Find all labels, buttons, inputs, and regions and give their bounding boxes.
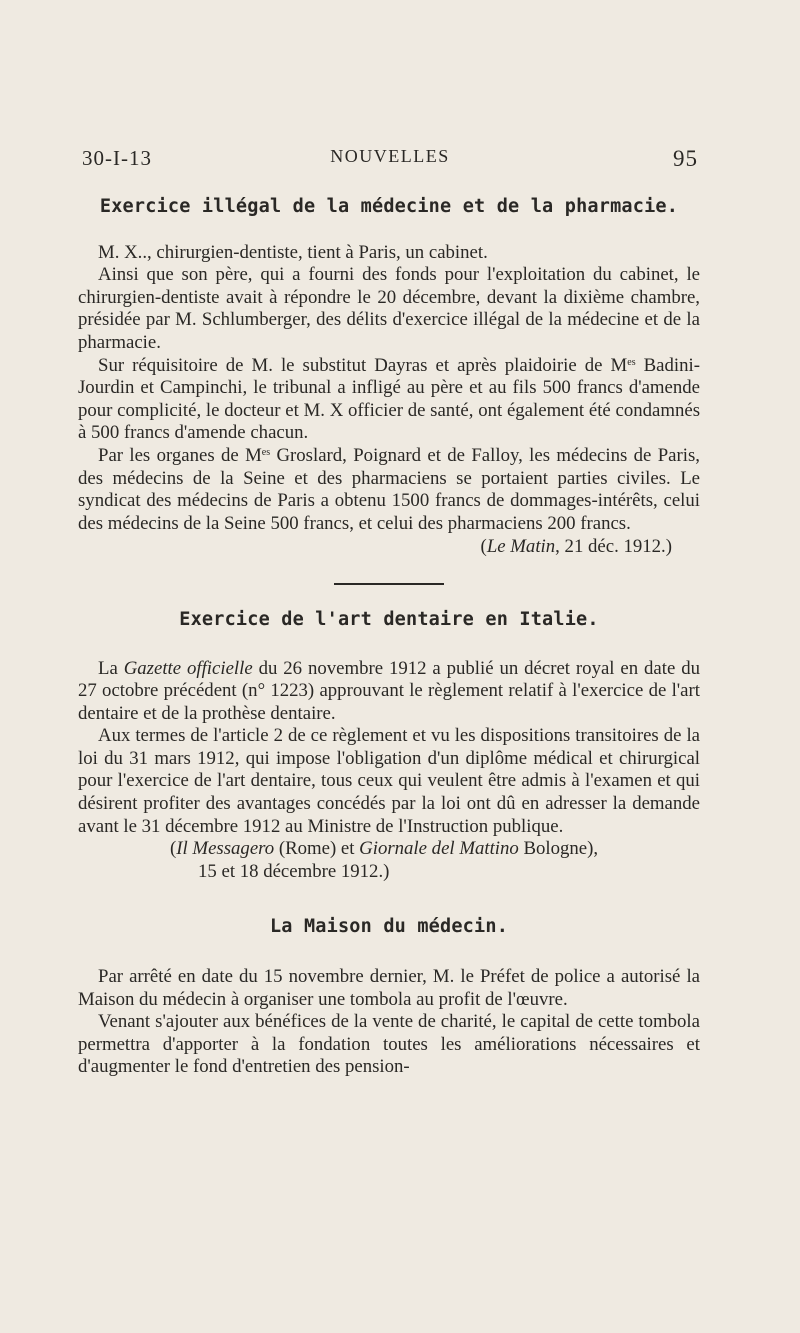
page-content <box>78 196 700 1079</box>
article-title-exercice-illegal: Exercice illégal de la médecine et de la pharmacie. <box>99 196 679 217</box>
article-title-maison-medecin: La Maison du médecin. <box>269 916 509 938</box>
text-run: du 26 novembre 1912 a publié un décret royal en date du 27 octobre précédent (n° 1223) approuvant le règlement relatif à l'exercice de l'art dentaire et de la prothèse dentaire. <box>78 657 700 724</box>
text-run: La <box>98 657 124 679</box>
section-divider <box>334 583 444 585</box>
text-run: Badini-Jourdin et Campinchi, le tribunal a infligé au père et au fils 500 francs d'amende pour complicité, le docteur et M. X officier de santé, ont également été condamnés à 500 francs d'amende chacun. <box>78 354 700 444</box>
paragraph: M. X.., chirurgien-dentiste, tient à Paris, un cabinet. <box>98 241 488 263</box>
paragraph: Par arrêté en date du 15 novembre dernier, M. le Préfet de police a autorisé la Maison du médecin à organiser une tombola au profit de l'œuvre. <box>78 966 700 1010</box>
paragraph: Venant s'ajouter aux bénéfices de la vente de charité, le capital de cette tombola permettra d'apporter à la fondation toutes les améliorations nécessaires et d'augmenter le fond d'entretien des pension- <box>78 1011 700 1078</box>
text-run: (Rome) et <box>274 838 360 860</box>
text-run: Sur réquisitoire de M. le substitut Dayras et après plaidoirie de M <box>98 354 628 376</box>
text-run: Groslard, Poignard et de Falloy, les médecins de Paris, des médecins de la Seine et des pharmaciens se portaient parties civiles. Le syndicat des médecins de Paris a obtenu 1500 francs de dommages-intérêts, celui des médecins de la Seine 500 francs, et celui des pharmaciens 200 francs. <box>78 444 700 534</box>
text-run: ( <box>480 536 487 558</box>
source-citation <box>78 838 700 883</box>
text-run: , 21 déc. 1912.) <box>555 536 672 558</box>
paragraph <box>78 658 700 726</box>
text-run: ( <box>170 838 177 860</box>
paragraph <box>78 355 700 445</box>
superscript: es <box>261 446 271 458</box>
publication-name: Gazette officielle <box>123 657 253 679</box>
text-run: 15 et 18 décembre 1912.) <box>198 860 390 882</box>
paragraph: Aux termes de l'article 2 de ce règlement et vu les dispositions transitoires de la loi du 31 mars 1912, qui impose l'obligation d'un diplôme médical et chirurgical pour l'exercice de l'art dentaire, tous ceux qui veulent être admis à l'examen et qui désirent profiter des avantages concédés par la loi ont dû en adresser la demande avant le 31 décembre 1912 au Ministre de l'Instruction publique. <box>78 725 700 837</box>
header-date: 30-I-13 <box>82 146 152 170</box>
superscript: es <box>627 356 636 368</box>
page-number: 95 <box>673 146 698 171</box>
source-name: Le Matin <box>486 536 556 558</box>
header-section: NOUVELLES <box>330 146 450 166</box>
text-run: Par les organes de M <box>98 444 262 466</box>
source-citation <box>78 536 700 559</box>
paragraph: Ainsi que son père, qui a fourni des fonds pour l'exploitation du cabinet, le chirurgien-dentiste avait à répondre le 20 décembre, devant la dixième chambre, présidée par M. Schlumberger, des délits d'exercice illégal de la médecine et de la pharmacie. <box>78 264 700 353</box>
running-header <box>82 142 698 172</box>
paragraph <box>78 445 700 535</box>
text-run: Bologne), <box>518 838 599 860</box>
source-name: Il Messagero <box>176 838 275 860</box>
source-name: Giornale del Mattino <box>359 838 519 860</box>
article-title-art-dentaire: Exercice de l'art dentaire en Italie. <box>179 608 599 630</box>
